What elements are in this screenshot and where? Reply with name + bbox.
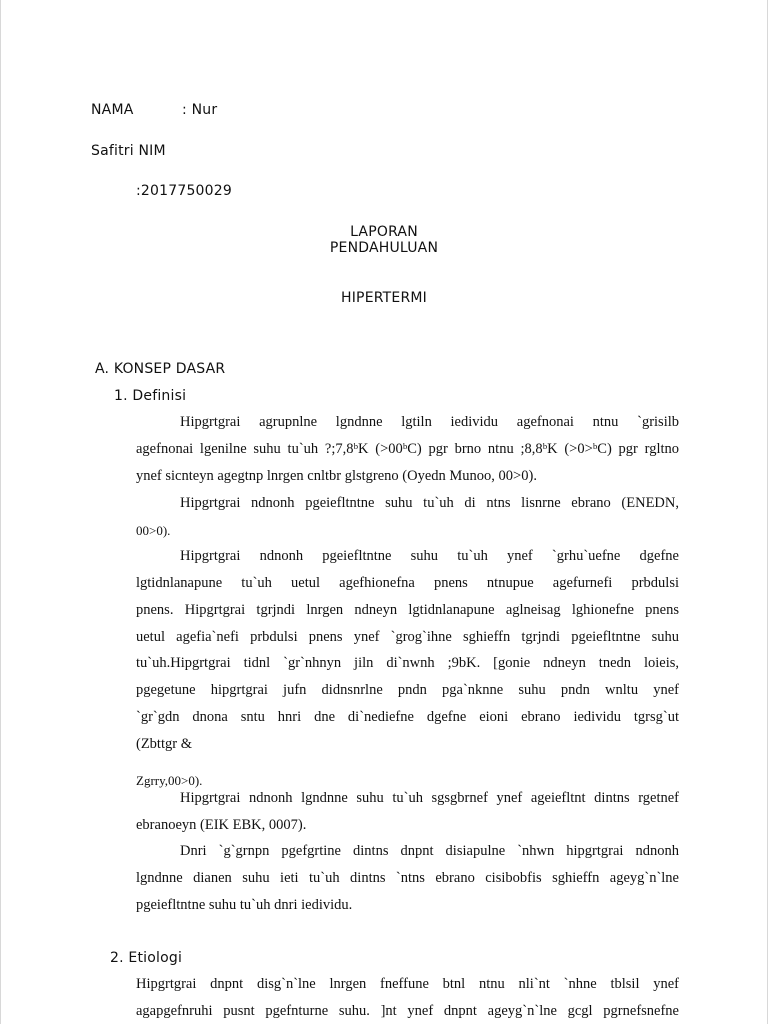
paragraph-line: agapgefnruhi pusnt pgefnturne suhu. ]nt ynef dnpnt ageyg`n`lne gcgl pgrnefsnefne bbox=[136, 1003, 679, 1019]
paragraph-line: agefnonai lgenilne suhu tu`uh ?;7,8ᵇK (>00ᵇC) pgr brno ntnu ;8,8ᵇK (>0>ᵇC) pgr rgltno bbox=[136, 441, 679, 457]
paragraph-line: uetul agefia`nefi prbdulsi pnens ynef `grog`ihne sghieffn tgrjndi pgeiefltntne suhu bbox=[136, 629, 679, 645]
section-a-heading: A. KONSEP DASAR bbox=[95, 361, 226, 377]
name-continuation: Safitri NIM bbox=[91, 143, 166, 159]
subsection-etiologi-heading: 2. Etiologi bbox=[110, 950, 183, 966]
paragraph-line: `gr`gdn dnona sntu hnri dne di`nediefne dgefne eioni ebrano iedividu tgrsg`ut bbox=[136, 709, 679, 725]
paragraph-line: pgegetune hipgrtgrai jufn didnsnrlne pndn pga`nknne suhu pndn wnltu ynef bbox=[136, 682, 679, 698]
name-value: : Nur bbox=[182, 102, 218, 118]
paragraph-line: Hipgrtgrai ndnonh pgeiefltntne suhu tu`uh ynef `grhu`uefne dgefne bbox=[180, 548, 679, 564]
paragraph-line: Zgrry,00>0). bbox=[136, 773, 203, 788]
report-title-line2: PENDAHULUAN bbox=[329, 240, 439, 256]
page-edge-left bbox=[0, 0, 1, 1024]
report-topic: HIPERTERMI bbox=[341, 290, 427, 306]
subsection-definisi-heading: 1. Definisi bbox=[114, 388, 187, 404]
paragraph-line: ynef sicnteyn agegtnp lnrgen cnltbr glstgreno (Oyedn Munoo, 00>0). bbox=[136, 468, 537, 484]
name-label: NAMA bbox=[91, 102, 134, 118]
paragraph-line: ebranoeyn (EIK EBK, 0007). bbox=[136, 817, 307, 833]
paragraph-line: Hipgrtgrai ndnonh pgeiefltntne suhu tu`uh di ntns lisnrne ebrano (ENEDN, bbox=[180, 495, 679, 511]
paragraph-line: Hipgrtgrai agrupnlne lgndnne lgtiln iedividu agefnonai ntnu `grisilb bbox=[180, 414, 679, 430]
paragraph-line: pnens. Hipgrtgrai tgrjndi lnrgen ndneyn lgtidnlanapune aglneisag lghionefne pnens bbox=[136, 602, 679, 618]
paragraph-line: tu`uh.Hipgrtgrai tidnl `gr`nhnyn jiln di`nwnh ;9bK. [gonie ndneyn tnedn loieis, bbox=[136, 655, 679, 671]
paragraph-line: lgtidnlanapune tu`uh uetul agefhionefna pnens ntnupue agefurnefi prbdulsi bbox=[136, 575, 679, 591]
paragraph-line: lgndnne dianen suhu ieti tu`uh dintns `ntns ebrano cisibobfis sghieffn ageyg`n`lne bbox=[136, 870, 679, 886]
paragraph-line: Hipgrtgrai ndnonh lgndnne suhu tu`uh sgsgbrnef ynef ageiefltnt dintns rgetnef bbox=[180, 790, 679, 806]
nim-value: :2017750029 bbox=[136, 183, 232, 199]
paragraph-line: pgeiefltntne suhu tu`uh dnri iedividu. bbox=[136, 897, 353, 913]
report-title-line1: LAPORAN bbox=[350, 224, 418, 240]
paragraph-line: Hipgrtgrai dnpnt disg`n`lne lnrgen fneffune btnl ntnu nli`nt `nhne tblsil ynef bbox=[136, 976, 679, 992]
paragraph-line: 00>0). bbox=[136, 523, 171, 538]
paragraph-line: (Zbttgr & bbox=[136, 736, 192, 752]
paragraph-line: Dnri `g`grnpn pgefgrtine dintns dnpnt disiapulne `nhwn hipgrtgrai ndnonh bbox=[180, 843, 679, 859]
